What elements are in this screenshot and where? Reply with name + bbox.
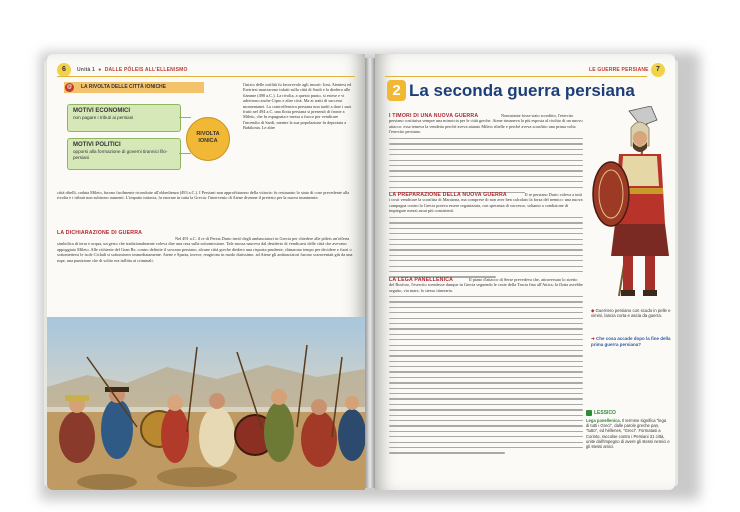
left-page xyxy=(47,54,365,490)
lessico-term: Lega panellenica. xyxy=(586,418,621,423)
header-rule xyxy=(385,76,647,77)
page-number-right: 7 xyxy=(651,63,665,77)
page-number-left: 6 xyxy=(57,63,71,77)
box-subtitle: opporsi alla formazione di governi tirannici filo-persiani xyxy=(73,149,168,160)
box-subtitle: non pagare i tributi ai persiani xyxy=(73,115,134,120)
right-page xyxy=(375,54,675,490)
subheading: LA DICHIARAZIONE DI GUERRA xyxy=(57,230,143,236)
lessico-icon xyxy=(586,410,592,416)
diagram-icon: @ xyxy=(65,83,74,92)
arrow-icon: ➜ xyxy=(591,336,597,341)
subheading: I TIMORI DI UNA NUOVA GUERRA xyxy=(389,113,479,119)
text-lines xyxy=(389,138,583,197)
chapter-number: 2 xyxy=(387,80,406,101)
paragraph: Nel 491 a.C. il re di Persia Dario inviò degli ambasciatori in Grecia per chiedere alle póleis un'offerta simbolica di terra e acqua, un gesto che tradizionalmente voleva dire una resa sulla sottomissione. Tale mossa nasceva dal desiderio di vendicarsi delle città che avevano appoggiato Mileto. Alle richieste del Gran Re, contro definite il sovrano persiano, alcune città greche diedero una risposta prudente, chinarono tempo per decidere e fuori o sottomettersi le isole Cicladi si sottomisero immediatamente. Atene e Sparta, invece, reagirono in modo durissimo: ad Atene gli ambasciatori furono scaraventati giù da una rupe, una punizione che di solito era inflitta ai criminali. xyxy=(57,236,353,263)
text-lines xyxy=(389,217,583,282)
subheading: LA PREPARAZIONE DELLA NUOVA GUERRA xyxy=(389,192,507,198)
question-text: Che cosa accade dopo la fine della prima guerra persiana? xyxy=(591,336,671,347)
guiding-question[interactable] xyxy=(591,336,673,347)
connector xyxy=(179,117,191,118)
diagram-center-circle: RIVOLTA IONICA xyxy=(186,117,230,161)
paragraph: Nonostante fosse stato sconfitto, l'esercito persiano costituiva sempre una minaccia per le città greche. Atene rimaneva la più esposta al rischio di un nuovo attacco: essa temeva la vendetta perché aveva aiutato Mileto ribelle e perché aveva sconfitto una prima volta l'esercito persiano. xyxy=(389,113,583,135)
connector xyxy=(179,153,191,154)
header-rule xyxy=(57,76,355,77)
lessico-label: LESSICO xyxy=(594,410,616,416)
column-text: l'inizio delle ostilità fu favorevole agli insorti: Ioni, Ateniesi ed Eretriesi marciarono infatti sulla città di Sardi e la diedero alle fiamme (498 a.C.). La rivolta, a questo punto, si estese e vi aderirono anche Cipro e altre città. Ma ai tratti di successi momentanei. La controffensiva persiana non tardò a dare i suoi frutti nel 494 a.C. una flotta persiana si presentò di fronte a Mileto, che fu espugnata e messa a fuoco per vendicare l'incendio di Sardi, mentre la sua popolazione fu deportata a Babilonia. Le altre xyxy=(243,82,352,131)
persian-warrior-illustration xyxy=(589,106,673,306)
lessico-box xyxy=(586,418,670,449)
paragraph: Il piano d'attacco di Serse prevedeva che, attraversato lo stretto del Bosforo, l'esercito scendesse dunque in Grecia seguendo le coste della Tracia fino all'Attica; la flotta avrebbe seguito, via mare, lo stesso itinerario. xyxy=(389,277,583,293)
illustration-caption: ◆ Guerriero persiano con scudo in pelle e vimini, lancia corta e ascia da guerra. xyxy=(591,308,671,319)
box-title: MOTIVI ECONOMICI xyxy=(73,108,130,114)
unit-label: Unità 1 xyxy=(77,67,96,73)
text-lines xyxy=(389,296,583,458)
subheading: LA LEGA PANELLENICA xyxy=(389,277,454,283)
diagram-box-political xyxy=(67,138,181,170)
battle-illustration xyxy=(47,317,365,490)
diagram-title: LA RIVOLTA DELLE CITTÀ IONICHE xyxy=(64,82,204,93)
caption-text: Guerriero persiano con scudo in pelle e vimini, lancia corta e ascia da guerra. xyxy=(591,308,671,319)
paragraph: città ribelli, caduta Mileto, furono facilmente ricondotte all'obbedienza (493 a.C.). I Persiani non approfittarono della vittoria: fu restaurato lo stato di cose precedente alla rivolta e i tributi non subirono aumenti. L'impatto tuttavia, fu enorme in tutta la Grecia: l'intervento di Atene divenne il pretesto per la nuova imminente. xyxy=(57,190,350,201)
section-label: DALLE PÓLEIS ALL'ELLENISMO xyxy=(104,67,188,73)
paragraph: Il re persiano Dario voleva a tutti i costi vendicare la sconfitta di Maratona, ma comprese di non aver ben calcolato la forza del nemico: una nuova campagna contro la Grecia poteva essere organizzata, con speranza di successo, soltanto a condizione di impiegare mezzi assai più consistenti. xyxy=(389,192,583,214)
book-spine xyxy=(365,58,375,488)
running-head-left: Unità 1 ● DALLE PÓLEIS ALL'ELLENISMO xyxy=(77,67,188,73)
box-title: MOTIVI POLITICI xyxy=(73,142,121,148)
running-head-right xyxy=(589,67,649,73)
chapter-title: La seconda guerra persiana xyxy=(409,81,635,100)
section-label: LE GUERRE PERSIANE xyxy=(589,67,649,73)
lessico-definition: Il termine significa "lega di tutti i Greci", dalle parole greche pan, "tutto", ed héllenes, "Greci". Formatasi a Corinto, raccolse contro i Persiani 31 città, unite dall'impegno di avere gli stessi nemici e gli stessi amici. xyxy=(586,418,670,450)
diagram-box-economic xyxy=(67,104,181,132)
